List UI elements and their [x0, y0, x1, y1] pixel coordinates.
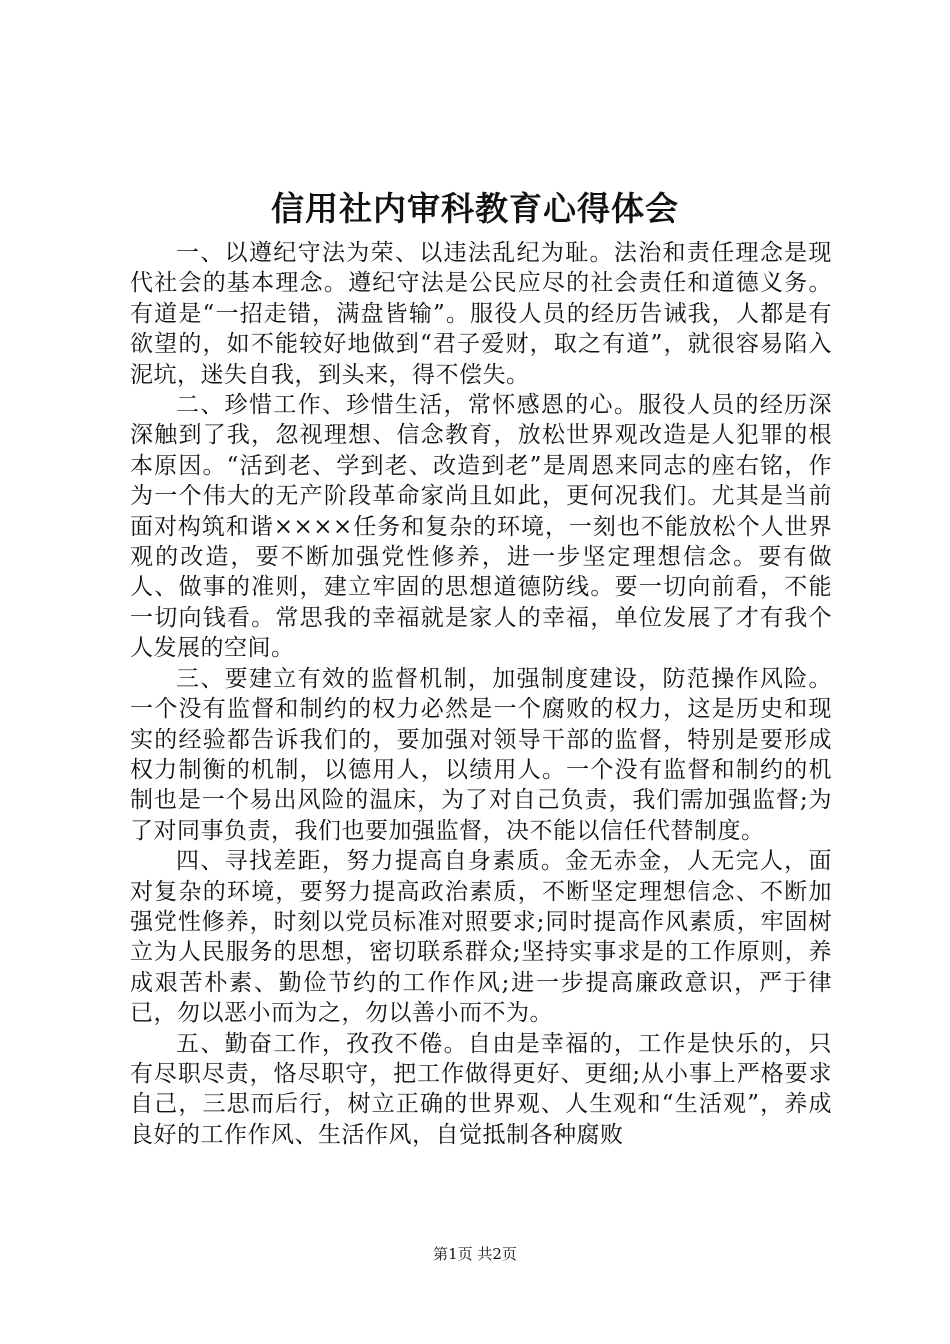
- paragraph-4: 四、寻找差距，努力提高自身素质。金无赤金，人无完人，面对复杂的环境，要努力提高政治素质，不断坚定理想信念、不断加强党性修养，时刻以党员标准对照要求;同时提高作风素质，牢固树立为人民服务的思想，密切联系群众;坚持实事求是的工作原则，养成艰苦朴素、勤俭节约的工作作风;进一步提高廉政意识，严于律已，勿以恶小而为之，勿以善小而不为。: [130, 848, 832, 1027]
- paragraph-5: 五、勤奋工作，孜孜不倦。自由是幸福的，工作是快乐的，只有尽职尽责，恪尽职守，把工作做得更好、更细;从小事上严格要求自己，三思而后行，树立正确的世界观、人生观和“生活观”，养成良好的工作作风、生活作风，自觉抵制各种腐败: [130, 1030, 832, 1148]
- page-number-footer: 第1页 共2页: [433, 1245, 517, 1263]
- paragraph-1: 一、以遵纪守法为荣、以违法乱纪为耻。法治和责任理念是现代社会的基本理念。遵纪守法是公民应尽的社会责任和道德义务。有道是“一招走错，满盘皆输”。服役人员的经历告诫我，人都是有欲望的，如不能较好地做到“君子爱财，取之有道”，就很容易陷入泥坑，迷失自我，到头来，得不偿失。: [130, 240, 832, 388]
- paragraph-2: 二、珍惜工作、珍惜生活，常怀感恩的心。服役人员的经历深深触到了我，忽视理想、信念教育，放松世界观改造是人犯罪的根本原因。“活到老、学到老、改造到老”是周恩来同志的座右铭，作为一个伟大的无产阶段革命家尚且如此，更何况我们。尤其是当前面对构筑和谐××××任务和复杂的环境，一刻也不能放松个人世界观的改造，要不断加强党性修养，进一步坚定理想信念。要有做人、做事的准则，建立牢固的思想道德防线。要一切向前看，不能一切向钱看。常思我的幸福就是家人的幸福，单位发展了才有我个人发展的空间。: [130, 392, 832, 662]
- document-body: [130, 238, 832, 1150]
- paragraph-3: 三、要建立有效的监督机制，加强制度建设，防范操作风险。一个没有监督和制约的权力必然是一个腐败的权力，这是历史和现实的经验都告诉我们的，要加强对领导干部的监督，特别是要形成权力制衡的机制，以德用人，以绩用人。一个没有监督和制约的机制也是一个易出风险的温床，为了对自己负责，我们需加强监督;为了对同事负责，我们也要加强监督，决不能以信任代替制度。: [130, 665, 832, 844]
- document-title: 信用社内审科教育心得体会: [271, 189, 679, 228]
